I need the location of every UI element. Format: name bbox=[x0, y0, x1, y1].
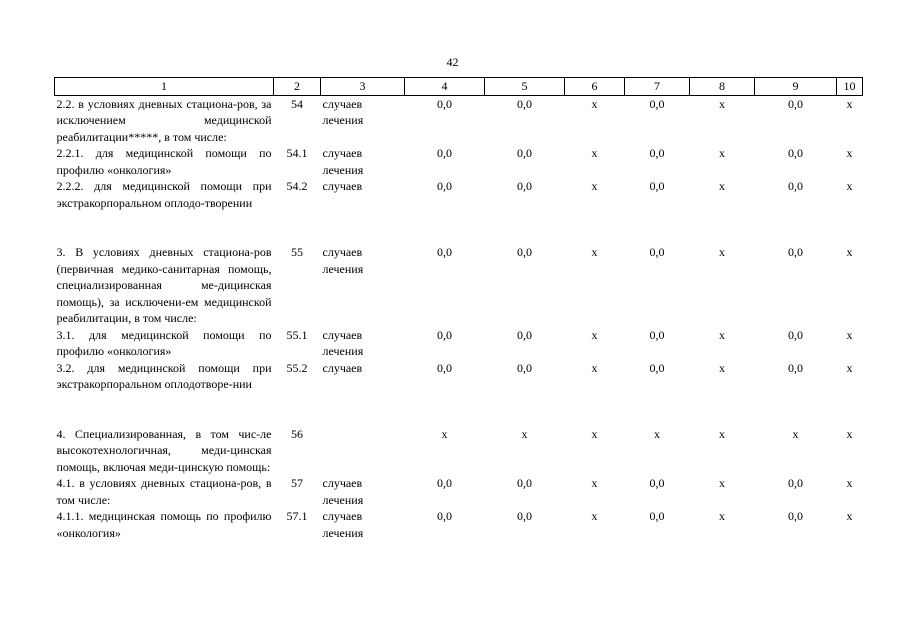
cell-col6: х bbox=[591, 245, 598, 259]
cell-col5: 0,0 bbox=[517, 146, 532, 160]
table-row bbox=[55, 145, 863, 178]
column-header: 7 bbox=[625, 78, 690, 96]
column-header: 10 bbox=[837, 78, 863, 96]
cell-col5: 0,0 bbox=[517, 327, 532, 342]
spacer-row bbox=[55, 211, 863, 244]
cell-col5: 0,0 bbox=[517, 509, 532, 523]
row-label: 3.1. для медицинской помощи по профилю «онкология» bbox=[56, 327, 272, 358]
cell-col4: 0,0 bbox=[437, 476, 452, 490]
row-label: 4.1.1. медицинская помощь по профилю «онкология» bbox=[56, 509, 272, 540]
cell-col6: х bbox=[591, 509, 598, 523]
cell-col4: 0,0 bbox=[437, 96, 452, 111]
column-header: 4 bbox=[405, 78, 485, 96]
cell-col10: х bbox=[846, 360, 853, 375]
row-unit: случаев лечения bbox=[322, 476, 364, 507]
row-code: 54.2 bbox=[286, 179, 308, 193]
row-label: 3. В условиях дневных стациона-ров (первичная медико-санитарная помощь, специализированная ме-дицинская помощь), за исключени-ем медицинской реабилитации, в том числе: bbox=[56, 245, 272, 325]
row-label: 4. Специализированная, в том чис-ле высокотехнологичная, меди-цинская помощь, включая меди-цинскую помощь: bbox=[56, 426, 272, 474]
row-unit: случаев лечения bbox=[322, 146, 364, 177]
table-row bbox=[55, 178, 863, 211]
row-unit bbox=[321, 426, 405, 476]
row-code: 56 bbox=[291, 426, 303, 441]
cell-col4: 0,0 bbox=[437, 360, 452, 375]
row-label: 2.2.2. для медицинской помощи при экстракорпоральном оплодо-творении bbox=[56, 179, 272, 210]
cell-col9: 0,0 bbox=[788, 245, 803, 259]
cell-col5: 0,0 bbox=[517, 96, 532, 111]
row-label: 2.2.1. для медицинской помощи по профилю «онкология» bbox=[56, 146, 272, 177]
table-row bbox=[55, 360, 863, 393]
cell-col10: х bbox=[846, 476, 853, 490]
row-code: 57.1 bbox=[286, 509, 308, 523]
column-header: 6 bbox=[565, 78, 625, 96]
cell-col10: х bbox=[846, 96, 853, 111]
column-number-row bbox=[55, 78, 863, 96]
data-table bbox=[54, 77, 863, 541]
cell-col7: 0,0 bbox=[649, 146, 665, 160]
cell-col5: 0,0 bbox=[517, 360, 532, 375]
cell-col6: х bbox=[591, 146, 598, 160]
cell-col7: 0,0 bbox=[649, 179, 665, 193]
table-row bbox=[55, 426, 863, 476]
spacer-cell bbox=[55, 393, 863, 426]
cell-col9: х bbox=[792, 426, 799, 441]
row-code: 55.2 bbox=[286, 360, 308, 375]
cell-col9: 0,0 bbox=[788, 476, 803, 490]
column-header: 9 bbox=[755, 78, 837, 96]
cell-col8: х bbox=[719, 245, 725, 259]
cell-col5: х bbox=[521, 426, 528, 441]
row-unit: случаев лечения bbox=[322, 327, 364, 358]
cell-col7: 0,0 bbox=[649, 245, 665, 259]
spacer-cell bbox=[55, 211, 863, 244]
cell-col7: 0,0 bbox=[649, 509, 665, 523]
row-label: 2.2. в условиях дневных стациона-ров, за исключением медицинской реабилитации*****, в том числе: bbox=[56, 96, 272, 144]
page-number: 42 bbox=[446, 55, 459, 69]
cell-col9: 0,0 bbox=[788, 360, 803, 375]
cell-col9: 0,0 bbox=[788, 146, 803, 160]
row-unit: случаев лечения bbox=[322, 509, 364, 540]
cell-col8: х bbox=[719, 476, 725, 490]
cell-col6: х bbox=[591, 426, 598, 441]
cell-col10: х bbox=[846, 509, 853, 523]
cell-col7: 0,0 bbox=[649, 360, 665, 375]
cell-col8: х bbox=[719, 96, 725, 111]
table-row bbox=[55, 508, 863, 541]
cell-col8: х bbox=[719, 426, 725, 441]
cell-col6: х bbox=[591, 476, 598, 490]
row-code: 54 bbox=[291, 96, 303, 111]
column-header: 5 bbox=[485, 78, 565, 96]
cell-col10: х bbox=[846, 426, 853, 441]
cell-col6: х bbox=[591, 96, 598, 111]
cell-col6: х bbox=[591, 360, 598, 375]
cell-col9: 0,0 bbox=[788, 96, 803, 111]
row-unit: случаев bbox=[322, 179, 363, 193]
cell-col6: х bbox=[591, 179, 598, 193]
cell-col7: 0,0 bbox=[649, 476, 665, 490]
cell-col4: х bbox=[441, 426, 448, 441]
row-label: 3.2. для медицинской помощи при экстракорпоральном оплодотворе-нии bbox=[56, 360, 272, 391]
column-header: 2 bbox=[274, 78, 321, 96]
cell-col8: х bbox=[719, 179, 725, 193]
cell-col6: х bbox=[591, 327, 598, 342]
cell-col9: 0,0 bbox=[788, 179, 803, 193]
cell-col5: 0,0 bbox=[517, 245, 532, 259]
table-row bbox=[55, 244, 863, 327]
cell-col4: 0,0 bbox=[437, 245, 452, 259]
row-code: 54.1 bbox=[286, 146, 308, 160]
cell-col8: х bbox=[719, 146, 725, 160]
cell-col10: х bbox=[846, 245, 853, 259]
row-unit: случаев лечения bbox=[322, 96, 364, 127]
table-row bbox=[55, 475, 863, 508]
row-unit: случаев bbox=[322, 360, 363, 375]
row-code: 55 bbox=[291, 245, 303, 259]
cell-col4: 0,0 bbox=[437, 146, 452, 160]
cell-col9: 0,0 bbox=[788, 327, 803, 342]
cell-col8: х bbox=[719, 327, 725, 342]
cell-col10: х bbox=[846, 146, 853, 160]
cell-col4: 0,0 bbox=[437, 179, 452, 193]
row-unit: случаев лечения bbox=[322, 245, 364, 276]
table-row bbox=[55, 327, 863, 360]
table-row bbox=[55, 95, 863, 145]
row-label: 4.1. в условиях дневных стациона-ров, в том числе: bbox=[56, 476, 272, 507]
cell-col5: 0,0 bbox=[517, 476, 532, 490]
cell-col4: 0,0 bbox=[437, 327, 452, 342]
cell-col4: 0,0 bbox=[437, 509, 452, 523]
cell-col9: 0,0 bbox=[788, 509, 803, 523]
cell-col7: 0,0 bbox=[649, 96, 665, 111]
column-header: 1 bbox=[55, 78, 274, 96]
spacer-row bbox=[55, 393, 863, 426]
column-header: 8 bbox=[690, 78, 755, 96]
row-code: 55.1 bbox=[286, 327, 308, 342]
row-code: 57 bbox=[291, 476, 303, 490]
cell-col7: 0,0 bbox=[649, 327, 665, 342]
cell-col7: х bbox=[654, 426, 660, 441]
cell-col8: х bbox=[719, 509, 725, 523]
column-header: 3 bbox=[321, 78, 405, 96]
cell-col10: х bbox=[846, 327, 853, 342]
cell-col10: х bbox=[846, 179, 853, 193]
cell-col5: 0,0 bbox=[517, 179, 532, 193]
cell-col8: х bbox=[719, 360, 725, 375]
